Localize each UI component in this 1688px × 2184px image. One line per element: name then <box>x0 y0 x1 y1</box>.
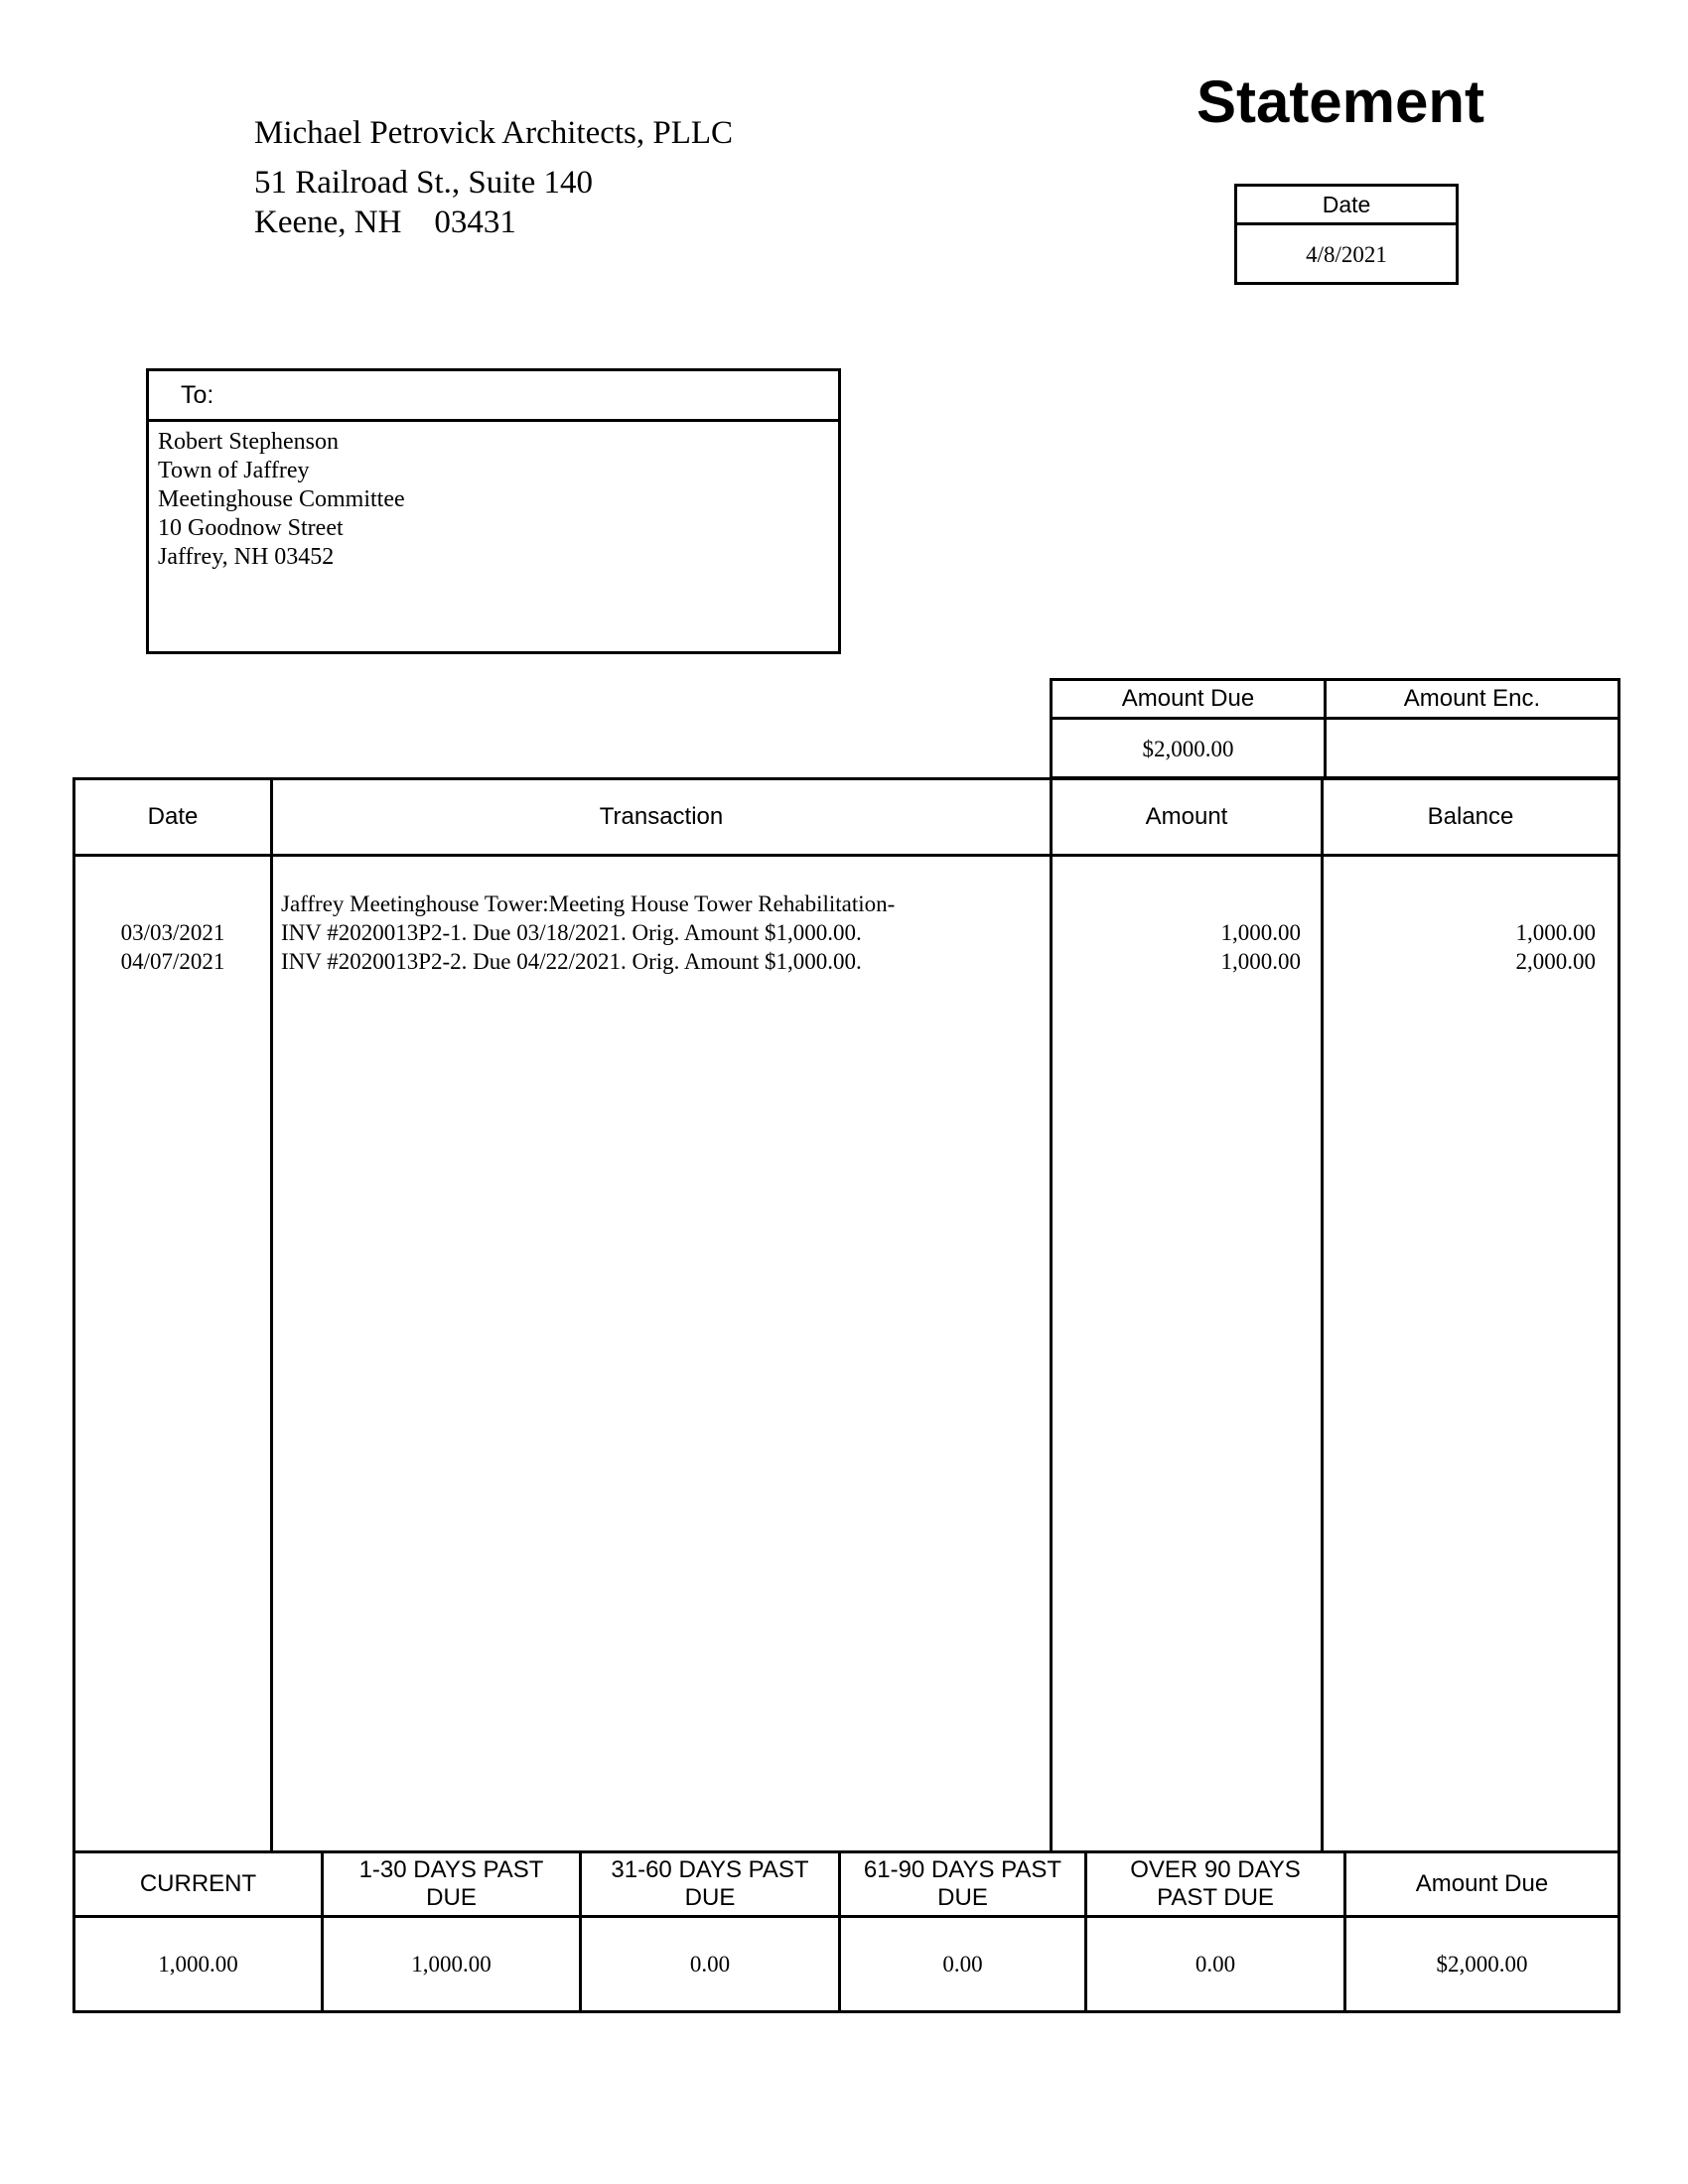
aging-value-61-90: 0.00 <box>942 1952 983 1977</box>
transactions-header-row <box>75 780 1618 857</box>
aging-value-1-30: 1,000.00 <box>411 1952 492 1977</box>
recipient-line: Robert Stephenson <box>158 429 339 455</box>
header-balance: Balance <box>1427 803 1514 830</box>
recipient-box <box>146 368 841 654</box>
company-address <box>254 163 593 242</box>
aging-summary-table <box>72 1850 1620 2013</box>
row-date: 04/07/2021 <box>120 949 225 974</box>
recipient-line: Jaffrey, NH 03452 <box>158 544 335 570</box>
date-box-value: 4/8/2021 <box>1306 242 1387 267</box>
recipient-address <box>149 422 838 572</box>
amount-due-value: $2,000.00 <box>1142 737 1234 761</box>
amount-due-label: Amount Due <box>1053 681 1324 720</box>
aging-value-31-60: 0.00 <box>689 1952 731 1977</box>
transactions-table <box>72 777 1620 1853</box>
recipient-line: Town of Jaffrey <box>158 458 310 483</box>
date-box-label: Date <box>1237 187 1456 225</box>
row-balance: 1,000.00 <box>1515 920 1596 945</box>
row-amount: 1,000.00 <box>1220 920 1301 945</box>
company-address-line1: 51 Railroad St., Suite 140 <box>254 165 593 201</box>
row-transaction: INV #2020013P2-1. Due 03/18/2021. Orig. Amount $1,000.00. <box>281 920 862 945</box>
statement-title: Statement <box>1196 68 1485 135</box>
aging-header-1-30: 1-30 DAYS PAST DUE <box>358 1856 544 1911</box>
recipient-label: To: <box>149 371 838 422</box>
header-amount: Amount <box>1145 803 1228 830</box>
amount-enclosed-label: Amount Enc. <box>1327 681 1618 720</box>
transactions-body <box>75 857 1618 1850</box>
recipient-line: Meetinghouse Committee <box>158 486 405 512</box>
aging-header-61-90: 61-90 DAYS PAST DUE <box>863 1856 1062 1911</box>
transaction-group-description: Jaffrey Meetinghouse Tower:Meeting House Tower Rehabilitation- <box>281 891 896 916</box>
aging-value-current: 1,000.00 <box>158 1952 238 1977</box>
aging-header-over-90: OVER 90 DAYS PAST DUE <box>1130 1856 1301 1911</box>
aging-value-amount-due: $2,000.00 <box>1436 1952 1528 1977</box>
amount-due-column <box>1053 681 1327 776</box>
amount-summary-box <box>1050 678 1620 779</box>
amount-enclosed-value <box>1327 720 1618 776</box>
aging-header-31-60: 31-60 DAYS PAST DUE <box>611 1856 809 1911</box>
aging-value-over-90: 0.00 <box>1195 1952 1236 1977</box>
row-amount: 1,000.00 <box>1220 949 1301 974</box>
row-balance: 2,000.00 <box>1515 949 1596 974</box>
company-address-line2: Keene, NH 03431 <box>254 205 516 240</box>
date-box <box>1234 184 1459 285</box>
header-transaction: Transaction <box>599 803 724 830</box>
amount-enclosed-column <box>1327 681 1618 776</box>
header-date: Date <box>147 803 199 830</box>
aging-header-current: CURRENT <box>139 1870 257 1897</box>
company-name: Michael Petrovick Architects, PLLC <box>254 115 734 151</box>
aging-header-amount-due: Amount Due <box>1415 1870 1549 1897</box>
recipient-line: 10 Goodnow Street <box>158 515 344 541</box>
row-transaction: INV #2020013P2-2. Due 04/22/2021. Orig. Amount $1,000.00. <box>281 949 862 974</box>
row-date: 03/03/2021 <box>120 920 225 945</box>
